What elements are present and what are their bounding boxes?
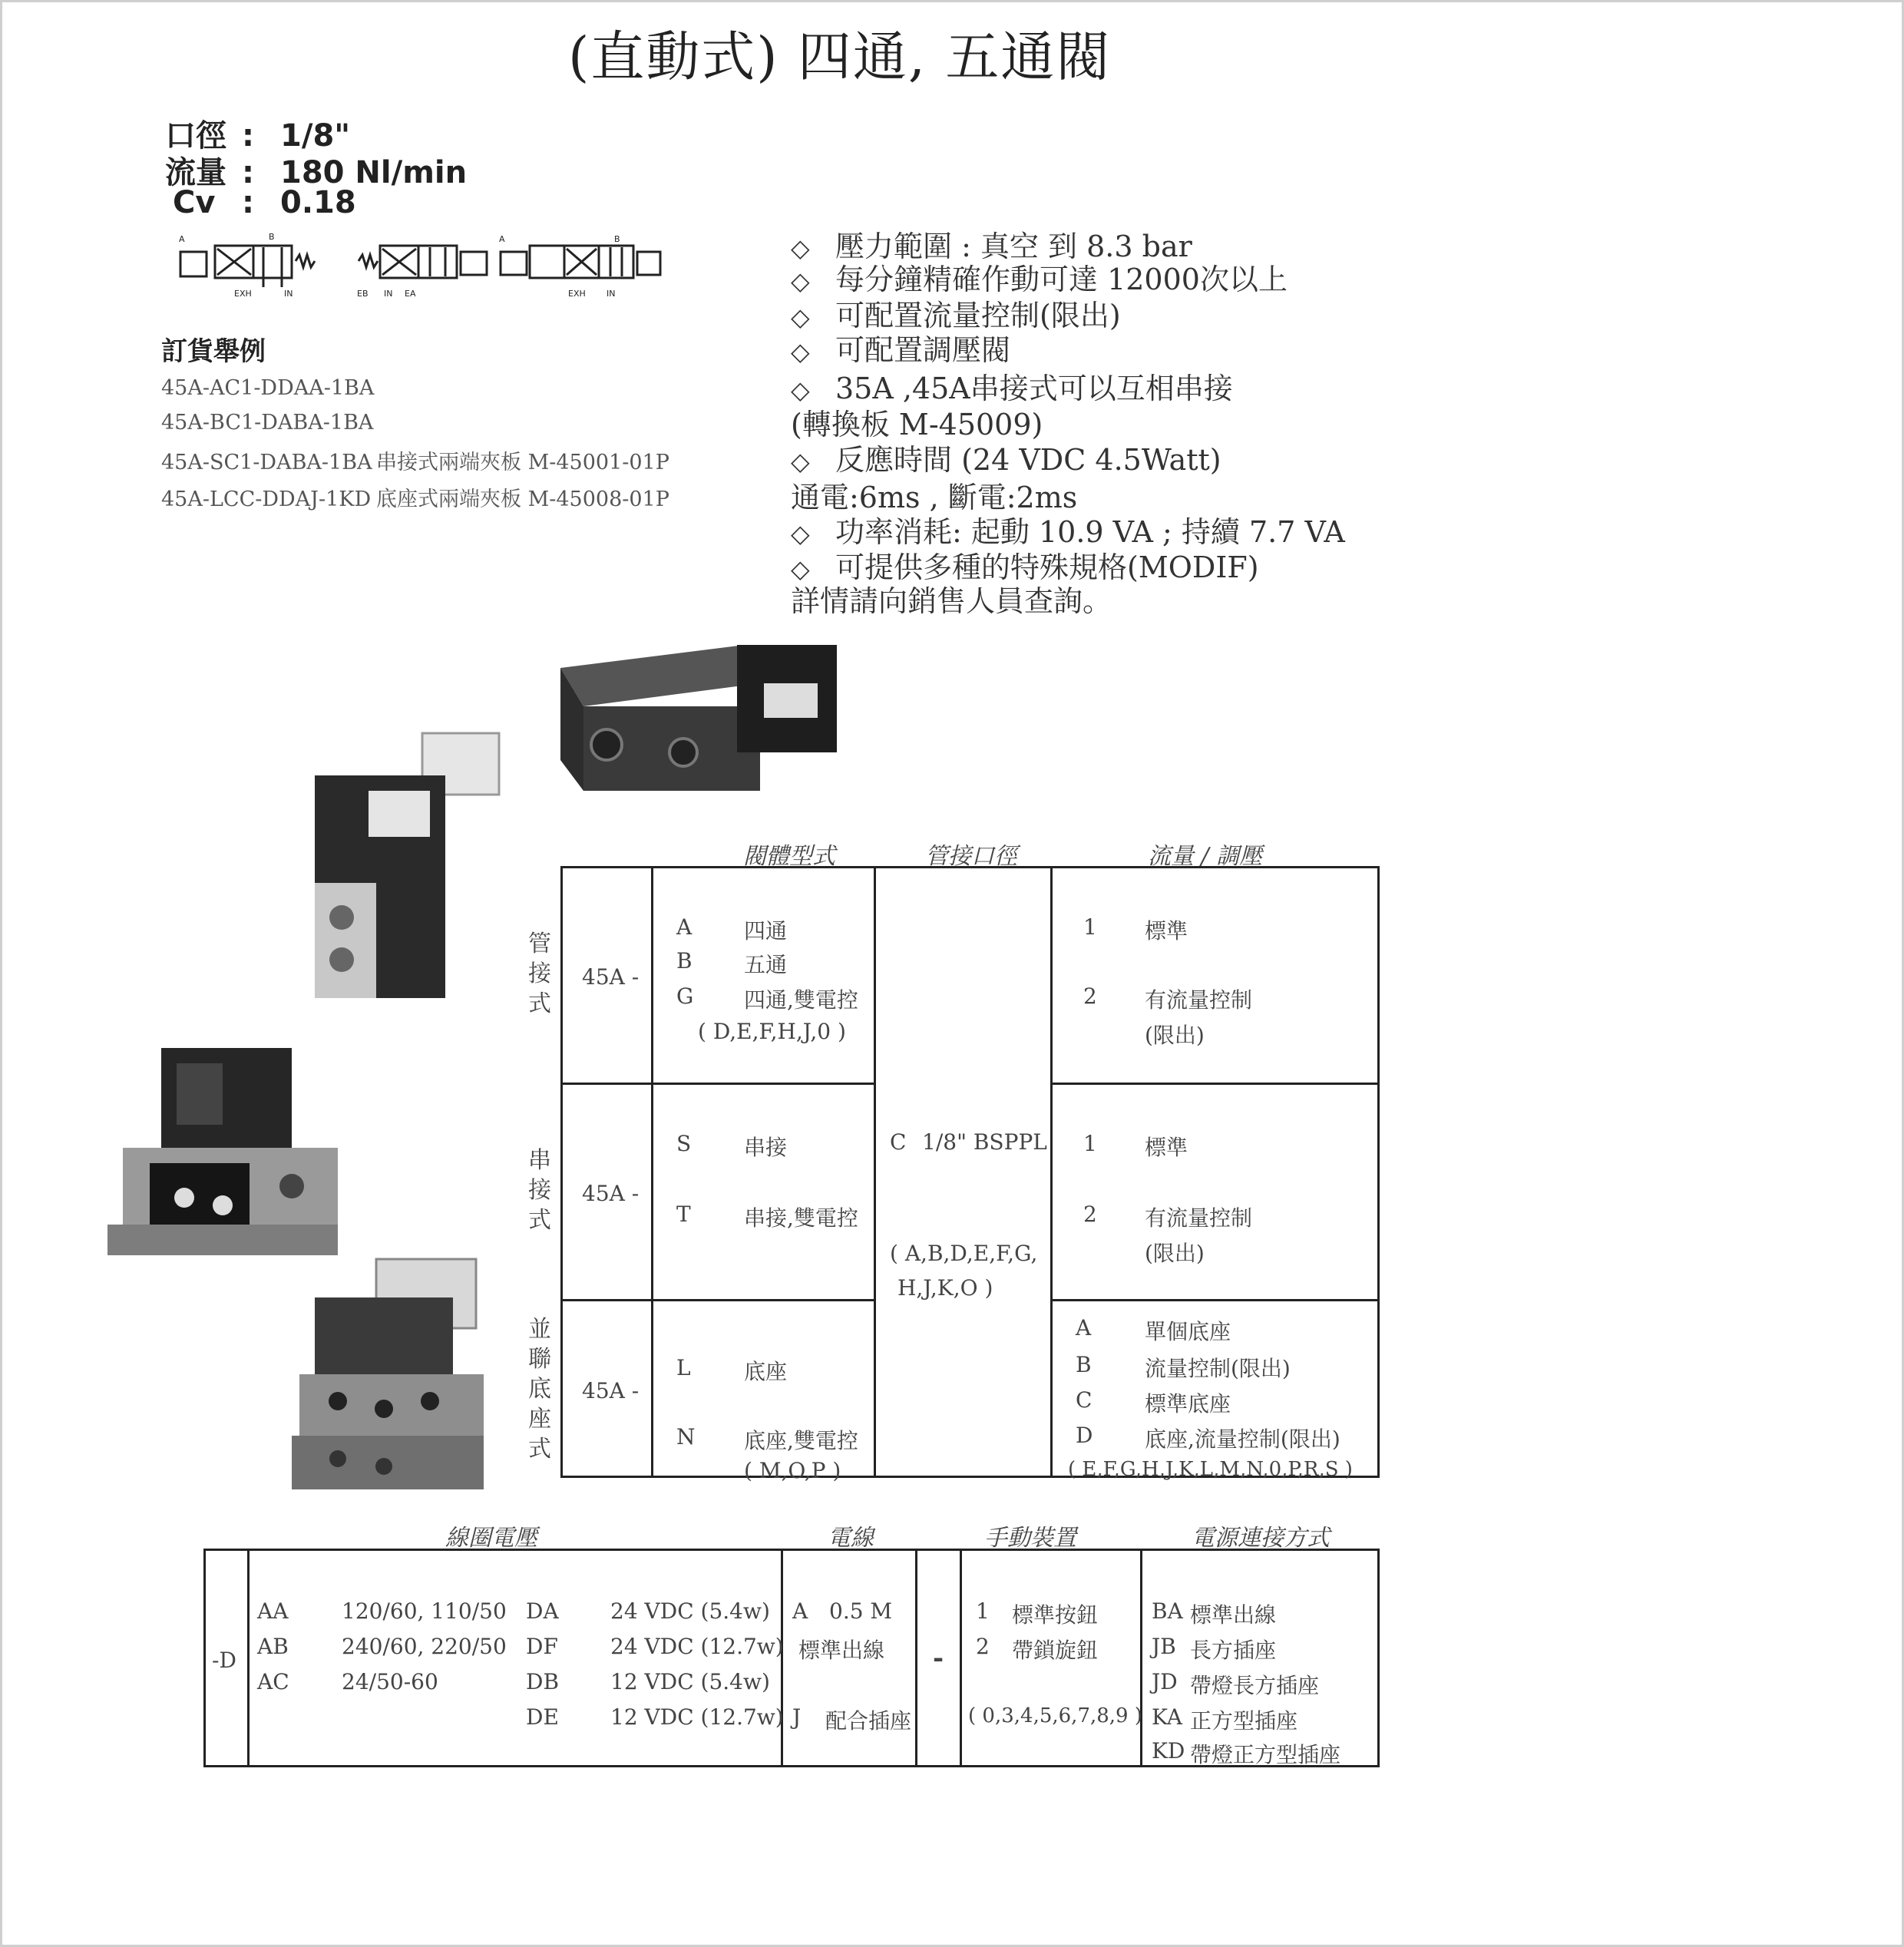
group-label-inline: 串接式 [528,1147,551,1234]
port-label: A [499,234,505,244]
code: DF [526,1634,558,1659]
port-label: B [614,234,620,244]
code: 2 [1083,1202,1097,1227]
valve-symbol-double-solenoid [501,246,660,278]
desc: (限出) [1145,1241,1205,1266]
port-label: EA [405,289,416,299]
desc: 流量控制(限出) [1145,1356,1291,1381]
feature-continuation: 通電:6ms , 斷電:2ms [791,481,1078,514]
port-label: EXH [568,289,586,299]
desc: ( E,F,G,H,J,K,L,M,N,0,P,R,S ) [1068,1458,1353,1481]
spec-value: 0.18 [280,185,356,220]
flow-cell [1052,868,1379,1084]
desc: 配合插座 [825,1708,912,1734]
desc: 標準出線 [798,1638,885,1663]
code: AB [257,1634,289,1659]
code: N [676,1424,696,1450]
prefix-text: -D [212,1648,236,1673]
bullet-icon: ◇ [791,233,810,263]
desc: 0.5 M [829,1598,893,1624]
desc: 四通,雙電控 [744,987,858,1013]
bullet-icon: ◇ [791,447,810,476]
desc: 帶鎖旋鈕 [1012,1638,1099,1663]
order-example [161,411,376,435]
model-code-table [560,866,1380,1483]
bullet-icon: ◇ [791,375,810,405]
connection-cell [1142,1550,1379,1767]
desc: 單個底座 [1145,1319,1231,1344]
order-code: 45A-AC1-DDAA-1BA [161,376,375,400]
prefix-text: 45A - [582,1378,640,1403]
code: JD [1152,1669,1178,1694]
body-type-cell [653,868,875,1084]
table-row [562,868,1379,1084]
table2-header-coil: 線圈電壓 [445,1525,537,1552]
desc: 120/60, 110/50 [342,1598,507,1624]
order-note: 串接式兩端夾板 M-45001-01P [376,451,669,474]
code: A [676,914,693,940]
flow-cell [1052,1084,1379,1301]
port-label: B [269,232,275,242]
desc: 標準底座 [1145,1391,1231,1416]
port-label: IN [284,289,293,299]
prefix-cell [562,868,653,1084]
feature-continuation: 詳情請向銷售人員查詢。 [791,584,1112,618]
code: B [676,948,693,974]
order-code: 45A-LCC-DDAJ-1KD [161,488,372,511]
desc: ( D,E,F,H,J,0 ) [698,1019,846,1044]
prefix-text: 45A - [582,1181,640,1206]
spec-label: 流量 [165,155,226,190]
feature-text: 可配置流量控制(限出) [835,299,1121,332]
desc: 串接 [744,1135,788,1160]
port-label: EXH [234,289,252,299]
table-row [205,1550,1379,1767]
code: D [1076,1423,1093,1448]
prefix-text: 45A - [582,964,640,990]
table1-header-body: 閥體型式 [743,843,835,870]
desc: 標準按鈕 [1012,1602,1099,1628]
code: J [792,1704,802,1730]
desc: (限出) [1145,1023,1205,1048]
desc: 有流量控制 [1145,1205,1253,1231]
separator-dash: - [933,1643,944,1674]
spec-separator: : [242,118,254,154]
bullet-icon: ◇ [791,519,810,548]
code: DE [526,1704,559,1730]
code: C [1076,1387,1092,1413]
feature-text: 可提供多種的特殊規格(MODIF) [835,550,1259,584]
desc: 標準 [1145,1135,1188,1160]
feature-text: 反應時間 (24 VDC 4.5Watt) [835,443,1221,477]
product-photo-manifold [284,1251,507,1497]
desc: ( 0,3,4,5,6,7,8,9 ) [968,1704,1143,1727]
desc: 12 VDC (5.4w) [610,1669,770,1694]
code: AA [257,1598,289,1624]
spec-cv [165,185,356,220]
valve-symbols [173,230,664,303]
feature-item [791,436,1221,478]
desc: 24/50-60 [342,1669,438,1694]
port-cell [875,868,1052,1477]
order-example [161,482,669,512]
feature-text: 功率消耗: 起動 10.9 VA ; 持續 7.7 VA [835,515,1345,549]
code: B [1076,1352,1092,1377]
bullet-icon: ◇ [791,266,810,296]
code: A [1076,1315,1092,1340]
desc: 五通 [744,952,788,977]
desc: 底座,雙電控 [744,1428,858,1453]
spec-label: Cv [173,185,216,220]
bullet-icon: ◇ [791,302,810,332]
code: S [676,1131,692,1156]
code: KD [1152,1738,1185,1764]
code: 1 [1083,914,1097,940]
desc: ( A,B,D,E,F,G, [890,1241,1038,1266]
code: AC [257,1669,289,1694]
electrical-code-table [203,1549,1380,1767]
product-photo-inline [299,722,514,1006]
product-photo-top [553,637,845,798]
port-label: EB [357,289,369,299]
desc: 帶燈長方插座 [1190,1673,1320,1698]
spec-value: 1/8" [280,118,351,154]
body-type-cell [653,1084,875,1301]
desc: 帶燈正方型插座 [1190,1742,1341,1767]
code: 2 [976,1634,990,1659]
code: JB [1152,1634,1176,1659]
code: 1 [976,1598,990,1624]
manual-override-cell [961,1550,1142,1767]
product-photo-stacked [100,1033,361,1278]
port-label: IN [384,289,393,299]
wire-cell [782,1550,917,1767]
page-title: (直動式) 四通, 五通閥 [568,25,1112,88]
desc: ( M,O,P ) [744,1458,841,1483]
feature-text: 35A ,45A串接式可以互相串接 [835,372,1233,405]
table2-header-manual: 手動裝置 [984,1525,1076,1552]
body-type-cell [653,1301,875,1483]
code: DA [526,1598,559,1624]
spec-separator: : [242,185,254,220]
spec-separator: : [242,155,254,190]
desc: 24 VDC (12.7w) [610,1634,784,1659]
feature-continuation: (轉換板 M-45009) [791,408,1043,441]
desc: 底座 [744,1359,788,1384]
code: C [890,1129,907,1155]
flow-cell [1052,1301,1379,1481]
order-note: 底座式兩端夾板 M-45008-01P [376,488,669,511]
code: BA [1152,1598,1183,1624]
order-code: 45A-BC1-DABA-1BA [161,411,374,435]
port-label: A [179,234,185,244]
feature-text: 可配置調壓閥 [835,333,1011,367]
code: 2 [1083,983,1097,1009]
code: A [792,1598,808,1624]
coil-voltage-cell [249,1550,782,1767]
prefix-cell [562,1301,653,1477]
valve-symbol-4-way [180,246,315,287]
desc: 240/60, 220/50 [342,1634,507,1659]
code: DB [526,1669,560,1694]
table1-header-flow: 流量 / 調壓 [1148,843,1263,870]
desc: 串接,雙電控 [744,1205,858,1231]
feature-item [791,326,1010,369]
group-label-manifold: 並聯底座式 [528,1316,551,1463]
desc: 有流量控制 [1145,987,1253,1013]
valve-symbol-5-way [359,246,487,278]
code: G [676,983,694,1009]
bullet-icon: ◇ [791,554,810,583]
desc: 底座,流量控制(限出) [1145,1426,1340,1452]
desc: 1/8" BSPPL [922,1129,1047,1155]
desc: 四通 [744,918,788,944]
prefix-cell [562,1084,653,1301]
order-example-heading: 訂貨舉例 [161,336,266,367]
bullet-icon: ◇ [791,337,810,366]
port-label: IN [607,289,616,299]
feature-text: 壓力範圍 : 真空 到 8.3 bar [835,230,1192,263]
desc: 24 VDC (5.4w) [610,1598,770,1624]
desc: 長方插座 [1190,1638,1277,1663]
desc: 標準出線 [1190,1602,1277,1628]
table2-header-connection: 電源連接方式 [1192,1525,1330,1552]
code: KA [1152,1704,1183,1730]
desc: 標準 [1145,918,1188,944]
order-example [161,376,376,400]
order-example [161,445,669,475]
group-label-pipe: 管接式 [528,931,551,1017]
code: T [676,1202,691,1227]
separator-cell [917,1550,961,1767]
spec-label: 口徑 [165,118,226,154]
desc: 正方型插座 [1190,1708,1298,1734]
table1-header-port: 管接口徑 [925,843,1017,870]
table2-header-wire: 電線 [828,1525,874,1552]
desc: H,J,K,O ) [897,1275,993,1301]
feature-text: 每分鐘精確作動可達 12000次以上 [835,263,1288,296]
code: L [676,1355,691,1380]
prefix-cell [205,1550,249,1767]
desc: 12 VDC (12.7w) [610,1704,784,1730]
spec-value: 180 Nl/min [280,155,468,190]
code: 1 [1083,1131,1097,1156]
order-code: 45A-SC1-DABA-1BA [161,451,372,474]
